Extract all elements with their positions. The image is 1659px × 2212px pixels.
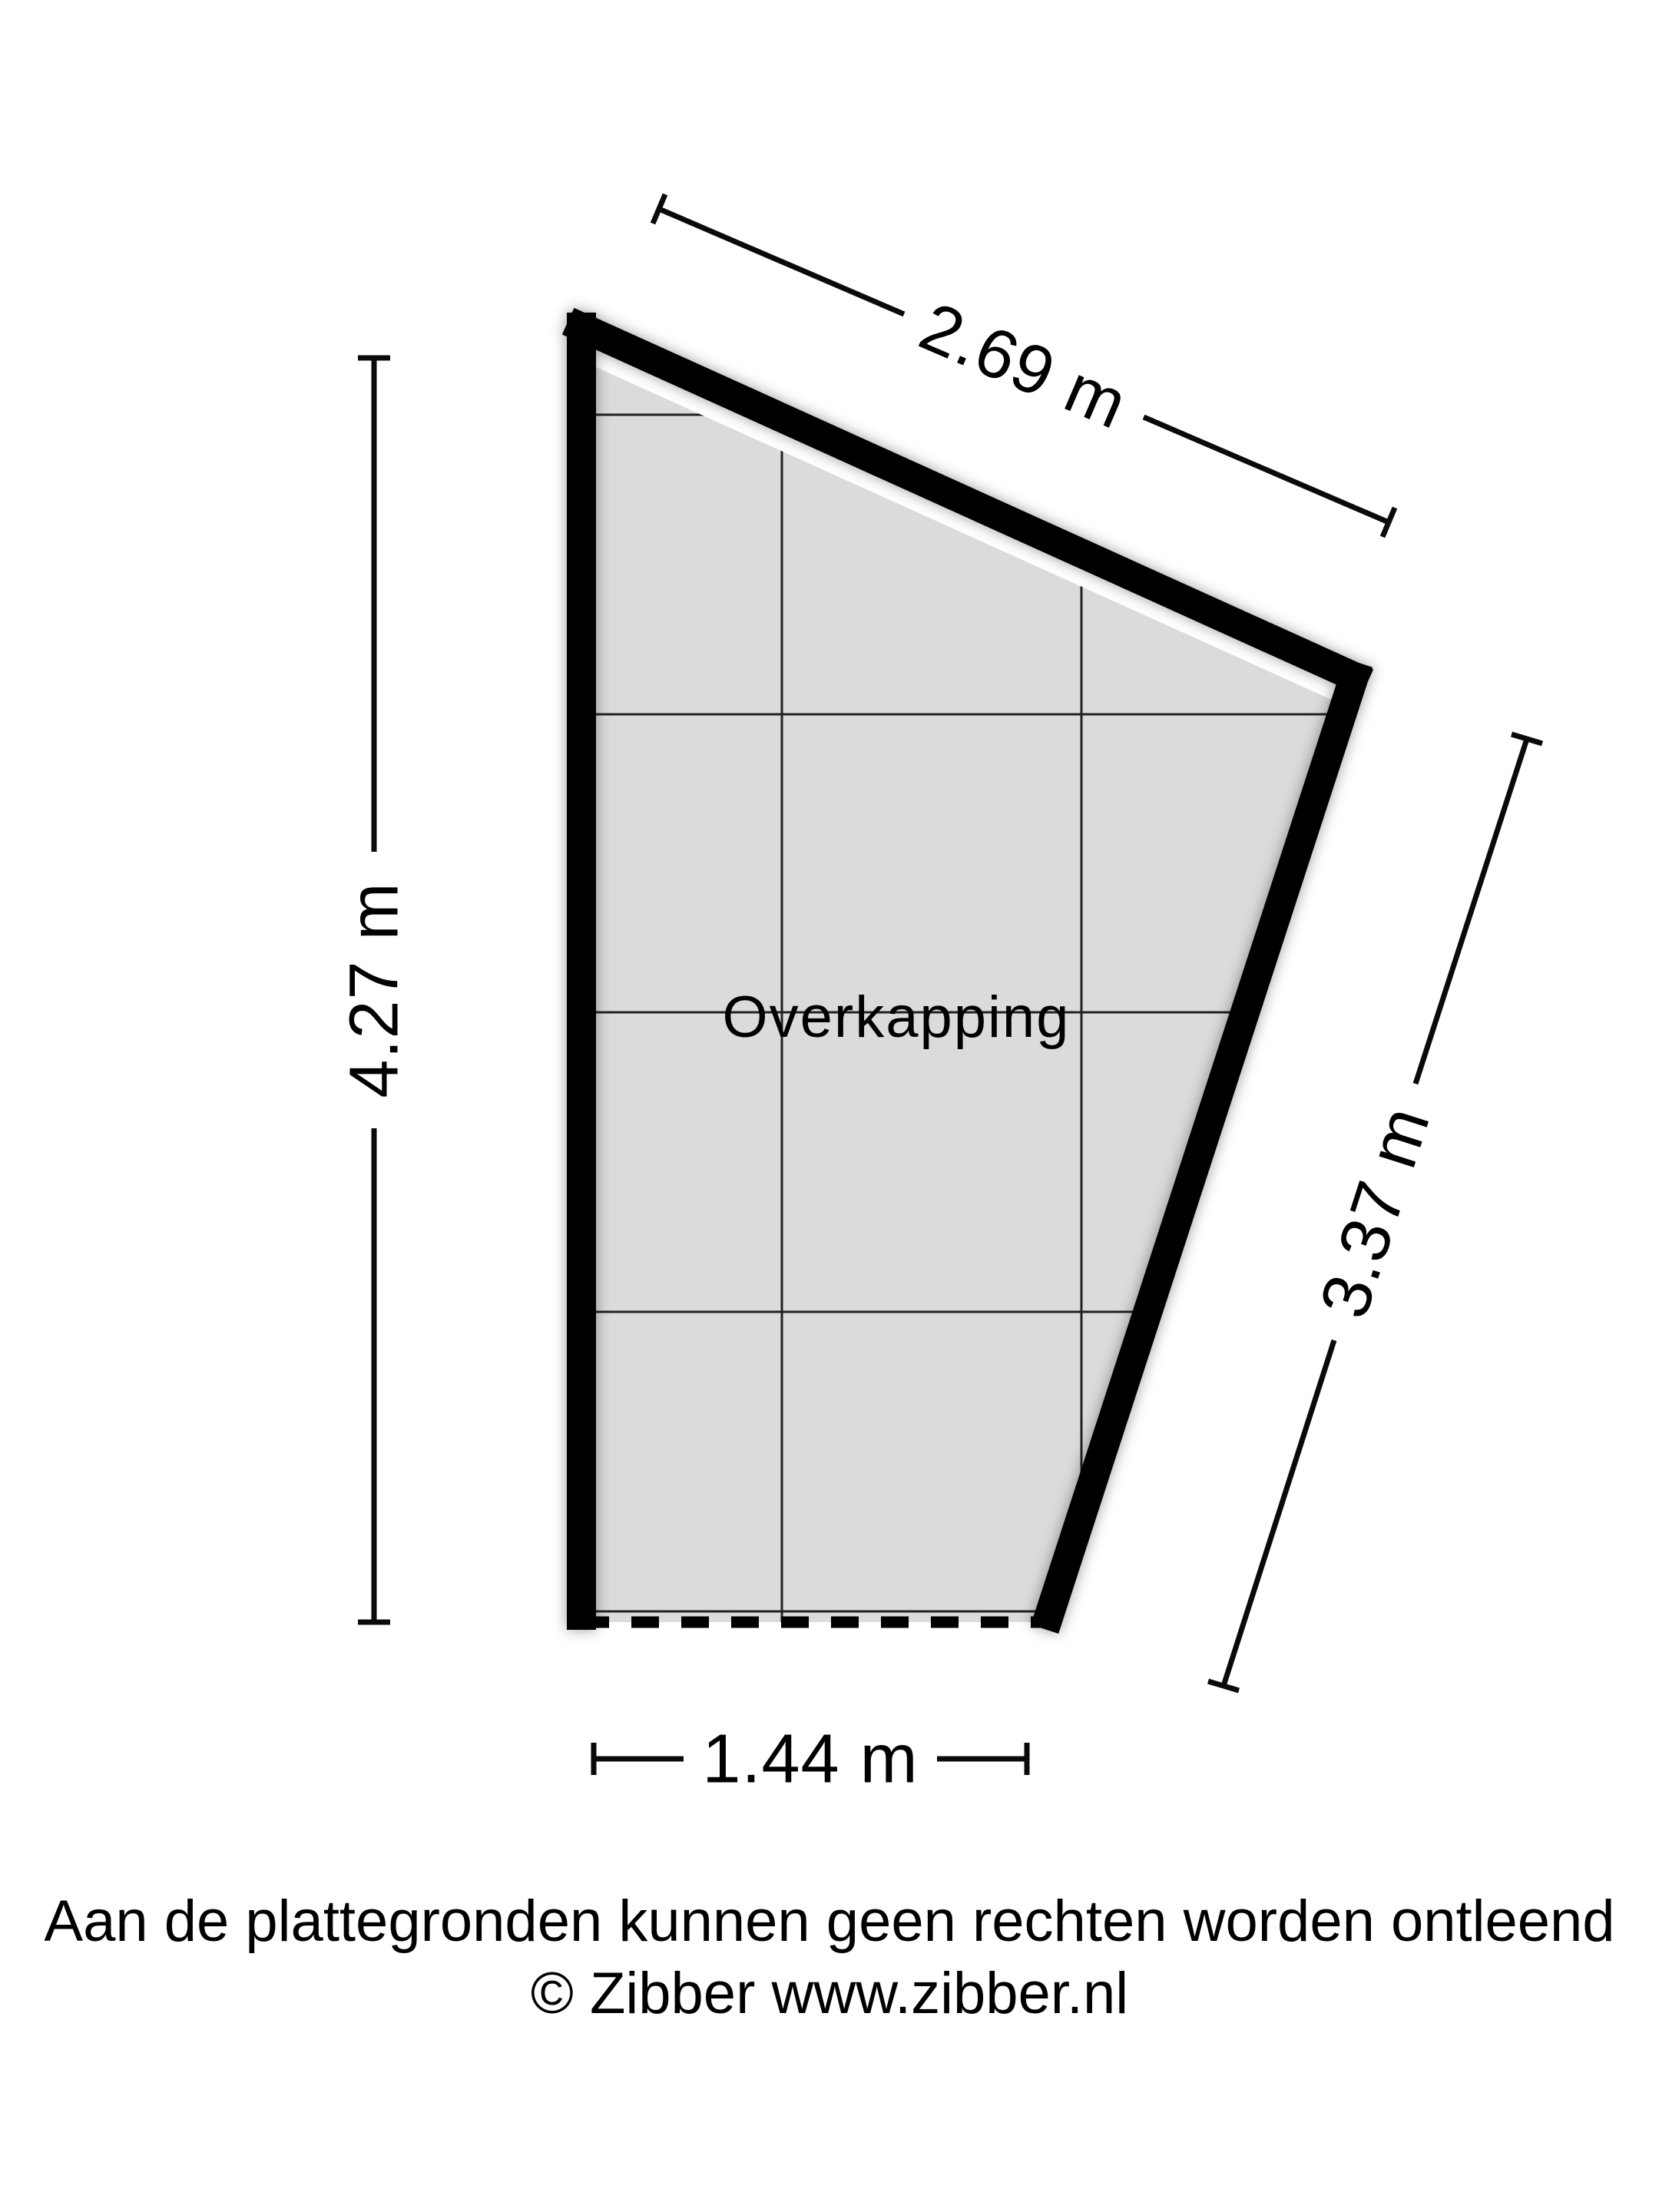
copyright-text: © Zibber www.zibber.nl [530,1961,1129,2026]
dimension-line [1144,417,1389,522]
dimension-line [659,209,904,314]
dimension-label-left: 4.27 m [336,882,413,1098]
room-label: Overkapping [722,985,1071,1050]
dimension-label-right: 3.37 m [1305,1098,1445,1327]
dimension-label-bottom: 1.44 m [702,1720,919,1798]
dimension-line [1224,1340,1334,1686]
dimension-line [1416,739,1527,1084]
disclaimer-text: Aan de plattegronden kunnen geen rechten worden ontleend [44,1889,1615,1954]
dimension-label-top: 2.69 m [909,288,1138,444]
